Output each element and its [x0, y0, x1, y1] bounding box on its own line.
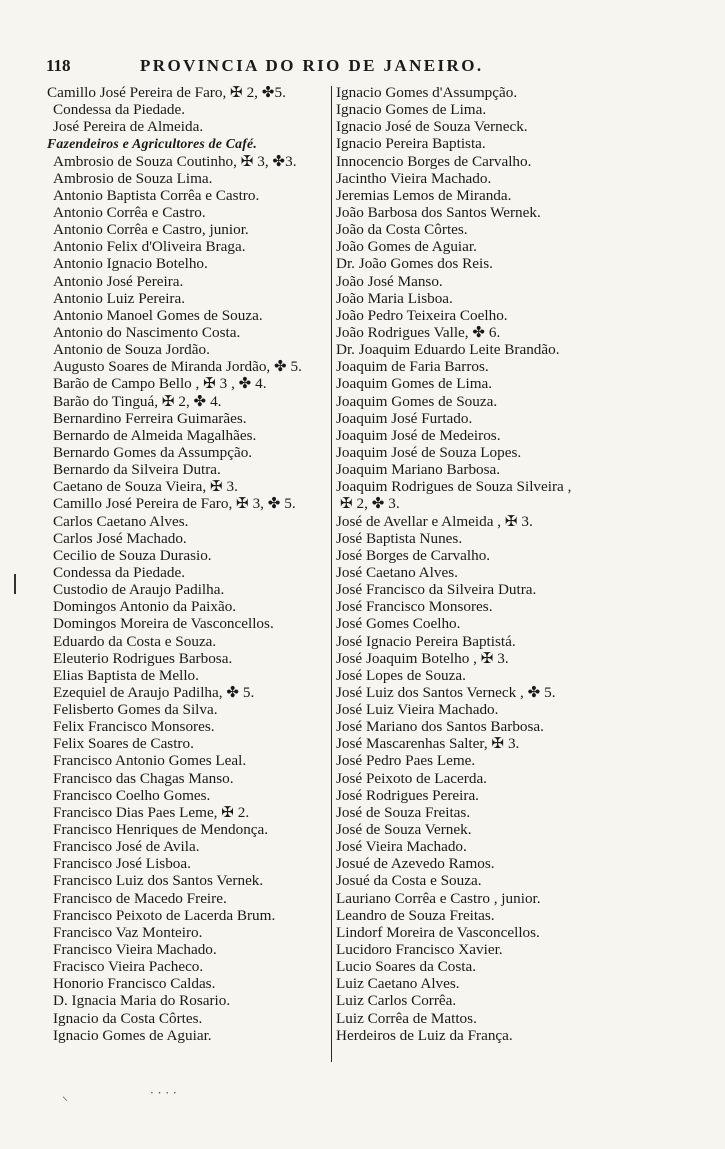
- list-item: Josué de Azevedo Ramos.: [336, 855, 495, 873]
- list-item: Antonio do Nascimento Costa.: [53, 323, 241, 341]
- list-item: Elias Baptista de Mello.: [53, 666, 199, 684]
- list-item: Antonio Manoel Gomes de Souza.: [53, 306, 263, 324]
- list-item: José Vieira Machado.: [336, 838, 467, 856]
- list-item: Joaquim de Faria Barros.: [336, 358, 489, 376]
- list-item: Bernardo de Almeida Magalhães.: [53, 426, 257, 444]
- list-item: Francisco de Macedo Freire.: [53, 889, 227, 907]
- list-item: José Mascarenhas Salter, ✠ 3.: [336, 735, 520, 753]
- list-item: Bernardo Gomes da Assumpção.: [53, 443, 253, 461]
- list-item: João José Manso.: [336, 272, 443, 290]
- list-item: Joaquim Gomes de Lima.: [336, 375, 493, 393]
- list-item: Carlos Caetano Alves.: [53, 512, 189, 530]
- right-column: [336, 84, 666, 1044]
- list-item-continuation: ✠ 2, ✤ 3.: [340, 495, 400, 513]
- list-item: Honorio Francisco Caldas.: [53, 975, 216, 993]
- list-item: Leandro de Souza Freitas.: [336, 906, 495, 924]
- list-item: Bernardino Ferreira Guimarães.: [53, 409, 247, 427]
- list-item: Joaquim José de Medeiros.: [336, 426, 501, 444]
- list-item: José Rodrigues Pereira.: [336, 786, 479, 804]
- ink-speck: · · · ·: [150, 1086, 177, 1100]
- list-item: José Baptista Nunes.: [336, 529, 463, 547]
- list-item: Francisco Coelho Gomes.: [53, 786, 211, 804]
- list-item: Francisco Dias Paes Leme, ✠ 2.: [53, 803, 250, 821]
- list-item: Custodio de Araujo Padilha.: [53, 581, 225, 599]
- list-item: Joaquim Gomes de Souza.: [336, 392, 498, 410]
- list-item: Caetano de Souza Vieira, ✠ 3.: [53, 478, 238, 496]
- list-item: Ignacio Gomes de Aguiar.: [53, 1026, 212, 1044]
- list-item: Francisco José de Avila.: [53, 838, 200, 856]
- list-item: José Borges de Carvalho.: [336, 546, 491, 564]
- list-item: Dr. João Gomes dos Reis.: [336, 255, 493, 273]
- list-item: Domingos Moreira de Vasconcellos.: [53, 615, 274, 633]
- list-item: Francisco Peixoto de Lacerda Brum.: [53, 906, 276, 924]
- list-item: Ignacio Gomes de Lima.: [336, 101, 487, 119]
- list-item: Ignacio da Costa Côrtes.: [53, 1009, 203, 1027]
- left-column: [47, 84, 332, 1044]
- running-head: PROVINCIA DO RIO DE JANEIRO.: [140, 56, 484, 75]
- list-item: Herdeiros de Luiz da França.: [336, 1026, 513, 1044]
- list-item: Francisco Vaz Monteiro.: [53, 923, 203, 941]
- list-item: Felisberto Gomes da Silva.: [53, 701, 218, 719]
- list-item: Francisco Antonio Gomes Leal.: [53, 752, 247, 770]
- list-item: José Francisco Monsores.: [336, 598, 493, 616]
- list-item: Domingos Antonio da Paixão.: [53, 598, 237, 616]
- list-item: José Pedro Paes Leme.: [336, 752, 476, 770]
- list-item: Antonio Corrêa e Castro.: [53, 203, 206, 221]
- list-item: José Gomes Coelho.: [336, 615, 461, 633]
- list-item: João Gomes de Aguiar.: [336, 238, 477, 256]
- list-item: Antonio Ignacio Botelho.: [53, 255, 208, 273]
- list-item: Antonio Corrêa e Castro, junior.: [53, 221, 249, 239]
- list-item: José Peixoto de Lacerda.: [336, 769, 487, 787]
- list-item: Antonio José Pereira.: [53, 272, 184, 290]
- list-item: João Rodrigues Valle, ✤ 6.: [336, 323, 501, 341]
- list-item: Josué da Costa e Souza.: [336, 872, 482, 890]
- list-item: Lauriano Corrêa e Castro , junior.: [336, 889, 541, 907]
- list-item: Carlos José Machado.: [53, 529, 187, 547]
- list-item: Eduardo da Costa e Souza.: [53, 632, 217, 650]
- list-item: Antonio de Souza Jordão.: [53, 341, 210, 359]
- list-item: Francisco das Chagas Manso.: [53, 769, 234, 787]
- list-item: José Joaquim Botelho , ✠ 3.: [336, 649, 509, 667]
- ink-speck: ⸌: [62, 1094, 69, 1108]
- list-item: Camillo José Pereira de Faro, ✠ 3, ✤ 5.: [53, 495, 296, 513]
- list-item: Joaquim Rodrigues de Souza Silveira ,: [336, 478, 572, 496]
- list-item: D. Ignacia Maria do Rosario.: [53, 992, 231, 1010]
- list-item: José Caetano Alves.: [336, 563, 458, 581]
- list-item: Ignacio Gomes d'Assumpção.: [336, 84, 518, 101]
- list-item: Joaquim Mariano Barbosa.: [336, 461, 501, 479]
- list-item: José Ignacio Pereira Baptistá.: [336, 632, 516, 650]
- list-item: Dr. Joaquim Eduardo Leite Brandão.: [336, 341, 560, 359]
- list-item: Camillo José Pereira de Faro, ✠ 2, ✤5.: [47, 84, 286, 101]
- margin-mark: [14, 574, 16, 594]
- list-item: José Lopes de Souza.: [336, 666, 466, 684]
- list-item: José Mariano dos Santos Barbosa.: [336, 718, 544, 736]
- list-item: Luiz Carlos Corrêa.: [336, 992, 457, 1010]
- list-item: Antonio Baptista Corrêa e Castro.: [53, 186, 260, 204]
- list-item: Joaquim José de Souza Lopes.: [336, 443, 522, 461]
- list-item: Barão do Tinguá, ✠ 2, ✤ 4.: [53, 392, 222, 410]
- list-item: José Luiz Vieira Machado.: [336, 701, 499, 719]
- list-item: Ignacio José de Souza Verneck.: [336, 118, 528, 136]
- list-item: Francisco José Lisboa.: [53, 855, 191, 873]
- list-item: Barão de Campo Bello , ✠ 3 , ✤ 4.: [53, 375, 267, 393]
- list-item: Francisco Henriques de Mendonça.: [53, 821, 269, 839]
- list-item: Innocencio Borges de Carvalho.: [336, 152, 532, 170]
- list-item: João da Costa Côrtes.: [336, 221, 468, 239]
- list-item: Lucio Soares da Costa.: [336, 958, 477, 976]
- list-item: Francisco Vieira Machado.: [53, 941, 217, 959]
- list-item: Francisco Luiz dos Santos Vernek.: [53, 872, 264, 890]
- page-header: [40, 54, 680, 80]
- list-item: Jeremias Lemos de Miranda.: [336, 186, 512, 204]
- column-divider: [331, 86, 332, 1062]
- list-item: Condessa da Piedade.: [53, 101, 186, 119]
- list-item: Jacintho Vieira Machado.: [336, 169, 492, 187]
- list-item: Lindorf Moreira de Vasconcellos.: [336, 923, 540, 941]
- list-item: Ambrosio de Souza Lima.: [53, 169, 213, 187]
- list-item: José Francisco da Silveira Dutra.: [336, 581, 537, 599]
- list-item: José Pereira de Almeida.: [53, 118, 204, 136]
- section-heading: Fazendeiros e Agricultores de Café.: [47, 136, 257, 152]
- list-item: Antonio Luiz Pereira.: [53, 289, 186, 307]
- list-item: José de Souza Vernek.: [336, 821, 472, 839]
- list-item: Augusto Soares de Miranda Jordão, ✤ 5.: [53, 358, 302, 376]
- list-item: João Barbosa dos Santos Wernek.: [336, 203, 541, 221]
- page-number: 118: [46, 56, 71, 75]
- list-item: Felix Soares de Castro.: [53, 735, 194, 753]
- list-item: Condessa da Piedade.: [53, 563, 186, 581]
- list-item: Ambrosio de Souza Coutinho, ✠ 3, ✤3.: [53, 152, 297, 170]
- list-item: Eleuterio Rodrigues Barbosa.: [53, 649, 233, 667]
- list-item: Bernardo da Silveira Dutra.: [53, 461, 221, 479]
- list-item: Ignacio Pereira Baptista.: [336, 135, 486, 153]
- list-item: Luiz Corrêa de Mattos.: [336, 1009, 477, 1027]
- list-item: Luiz Caetano Alves.: [336, 975, 460, 993]
- list-item: José Luiz dos Santos Verneck , ✤ 5.: [336, 683, 556, 701]
- list-item: Antonio Felix d'Oliveira Braga.: [53, 238, 246, 256]
- list-item: João Maria Lisboa.: [336, 289, 453, 307]
- list-item: Joaquim José Furtado.: [336, 409, 473, 427]
- list-item: Fracisco Vieira Pacheco.: [53, 958, 204, 976]
- list-item: Felix Francisco Monsores.: [53, 718, 215, 736]
- list-item: Ezequiel de Araujo Padilha, ✤ 5.: [53, 683, 255, 701]
- list-item: João Pedro Teixeira Coelho.: [336, 306, 508, 324]
- list-item: José de Avellar e Almeida , ✠ 3.: [336, 512, 533, 530]
- list-item: Cecilio de Souza Durasio.: [53, 546, 212, 564]
- list-item: José de Souza Freitas.: [336, 803, 471, 821]
- list-item: Lucidoro Francisco Xavier.: [336, 941, 503, 959]
